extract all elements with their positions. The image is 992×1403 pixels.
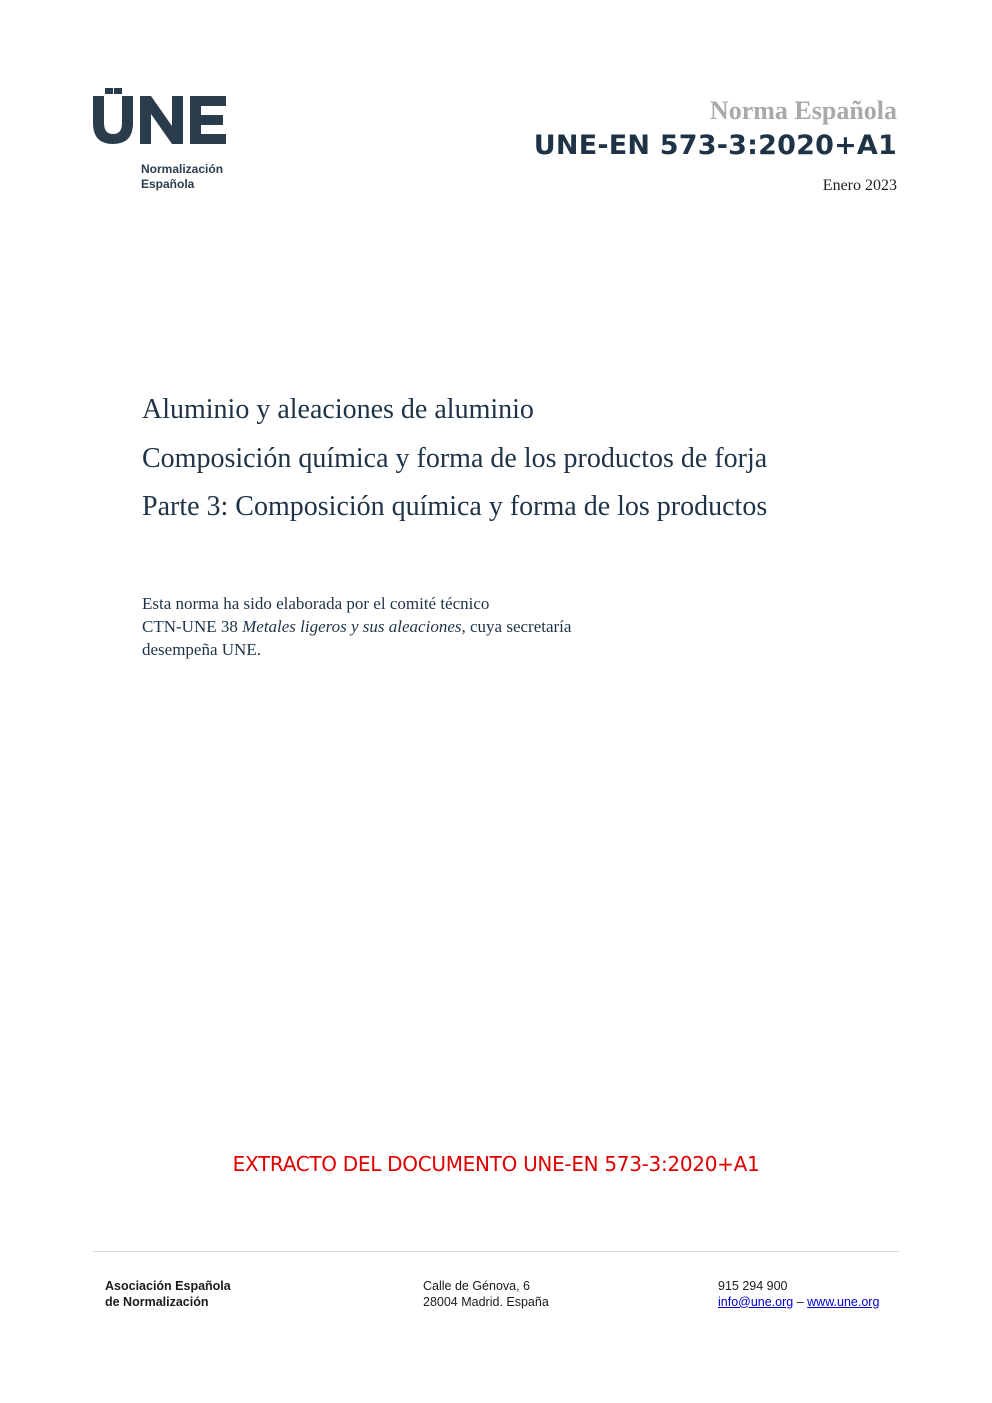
- title-line-2: Composición química y forma de los productos de forja: [142, 442, 768, 474]
- footer-divider: [93, 1251, 899, 1252]
- committee-line-2: [142, 615, 702, 638]
- website-link[interactable]: www.une.org: [807, 1294, 880, 1309]
- standard-kind: Norma Española: [709, 96, 897, 125]
- logo-sub-line2: Española: [141, 177, 195, 191]
- title-line-1: Aluminio y aleaciones de aluminio: [142, 394, 534, 425]
- extract-notice: EXTRACTO DEL DOCUMENTO UNE-EN 573-3:2020+A1: [232, 1152, 760, 1176]
- address-line-1: Calle de Génova, 6: [423, 1279, 531, 1293]
- committee-code: CTN-UNE 38: [142, 617, 243, 636]
- committee-statement: [142, 592, 702, 661]
- standard-date: Enero 2023: [822, 177, 897, 194]
- logo-sub-line1: Normalización: [141, 162, 224, 176]
- document-titles: [142, 386, 922, 532]
- logo-subtitle: [141, 162, 223, 192]
- footer-contact: [718, 1279, 879, 1310]
- contact-links: [718, 1295, 879, 1311]
- email-link[interactable]: info@une.org: [718, 1294, 794, 1309]
- address-line-2: 28004 Madrid. España: [423, 1294, 549, 1309]
- une-wordmark-logo: [92, 88, 232, 148]
- org-line-2: de Normalización: [105, 1294, 209, 1309]
- link-separator: –: [793, 1294, 808, 1309]
- phone-number: 915 294 900: [718, 1279, 788, 1293]
- committee-suffix: , cuya secretaría: [461, 617, 572, 636]
- une-logo: [92, 88, 252, 198]
- title-line-3: Parte 3: Composición química y forma de los productos: [142, 491, 768, 522]
- committee-line-1: Esta norma ha sido elaborada por el comité técnico: [142, 594, 490, 613]
- org-line-1: Asociación Española: [105, 1279, 231, 1293]
- committee-line-3: desempeña UNE.: [142, 640, 261, 659]
- committee-name: Metales ligeros y sus aleaciones: [242, 617, 462, 636]
- footer-address: [423, 1279, 549, 1310]
- footer-organization: [105, 1279, 231, 1310]
- standard-code: UNE-EN 573-3:2020+A1: [533, 130, 897, 161]
